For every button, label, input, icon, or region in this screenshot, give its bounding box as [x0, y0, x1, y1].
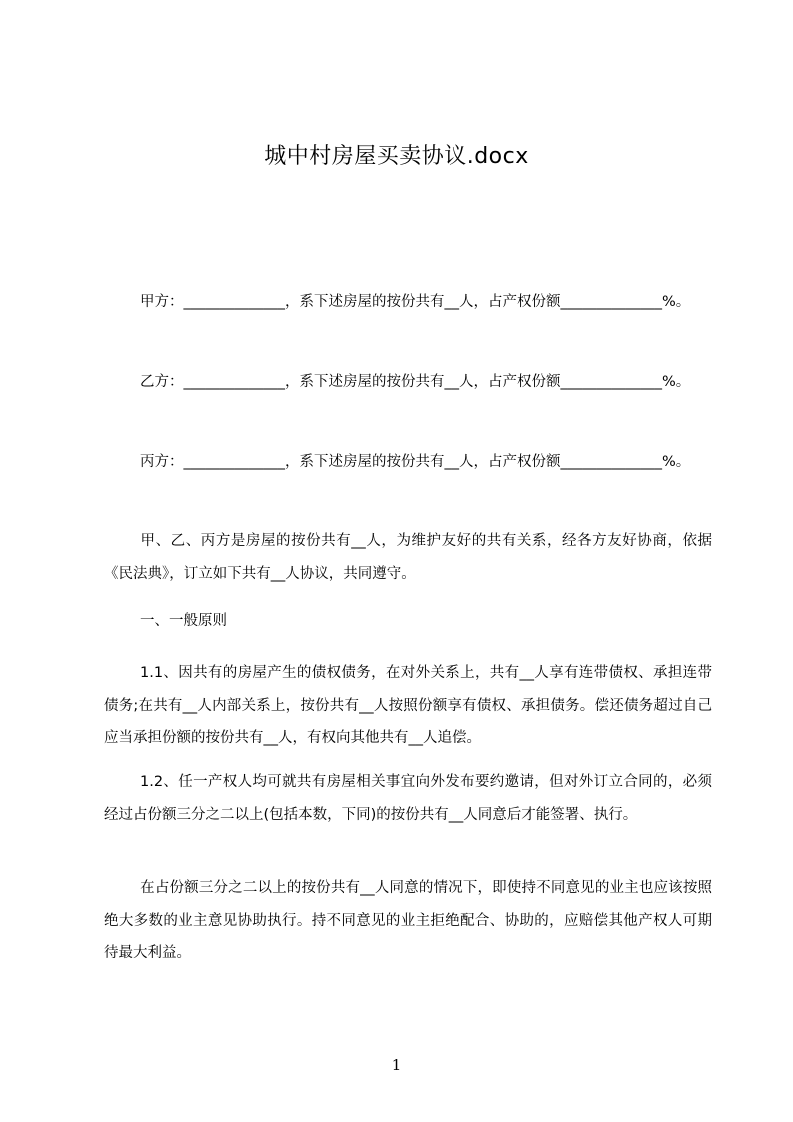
party-b-paragraph: [104, 366, 712, 399]
clause-1-1-text: 1.1、因共有的房屋产生的债权债务，在对外关系上，共有__人享有连带债权、承担连带债务;在共有__人内部关系上，按份共有__人按照份额享有债权、承担债务。偿还债务超过自己应当承担份额的按份共有__人，有权向其他共有__人追偿。: [104, 665, 712, 746]
majority-paragraph: [104, 872, 712, 970]
clause-1-2-paragraph: [104, 766, 712, 831]
majority-text: 在占份额三分之二以上的按份共有__人同意的情况下，即使持不同意见的业主也应该按照绝大多数的业主意见协助执行。持不同意见的业主拒绝配合、协助的，应赔偿其他产权人可期待最大利益。: [104, 880, 712, 961]
section-heading: [104, 605, 712, 638]
party-c-paragraph: [104, 446, 712, 479]
section-heading-text: 一、一般原则: [140, 613, 227, 629]
preamble-paragraph: [104, 525, 712, 590]
party-c-text: 丙方：______________，系下述房屋的按份共有__人，占产权份额______________%。: [140, 454, 691, 470]
party-a-paragraph: [104, 286, 712, 319]
page-number: 1: [391, 1056, 402, 1074]
document-title: 城中村房屋买卖协议.docx: [264, 144, 529, 169]
preamble-text: 甲、乙、丙方是房屋的按份共有__人，为维护友好的共有关系，经各方友好协商，依据《民法典》，订立如下共有__人协议，共同遵守。: [104, 533, 712, 582]
party-a-text: 甲方：______________，系下述房屋的按份共有__人，占产权份额______________%。: [140, 294, 691, 310]
clause-1-2-text: 1.2、任一产权人均可就共有房屋相关事宜向外发布要约邀请，但对外订立合同的，必须经过占份额三分之二以上(包括本数，下同)的按份共有__人同意后才能签署、执行。: [104, 774, 712, 823]
party-b-text: 乙方：______________，系下述房屋的按份共有__人，占产权份额______________%。: [140, 374, 691, 390]
clause-1-1-paragraph: [104, 657, 712, 755]
